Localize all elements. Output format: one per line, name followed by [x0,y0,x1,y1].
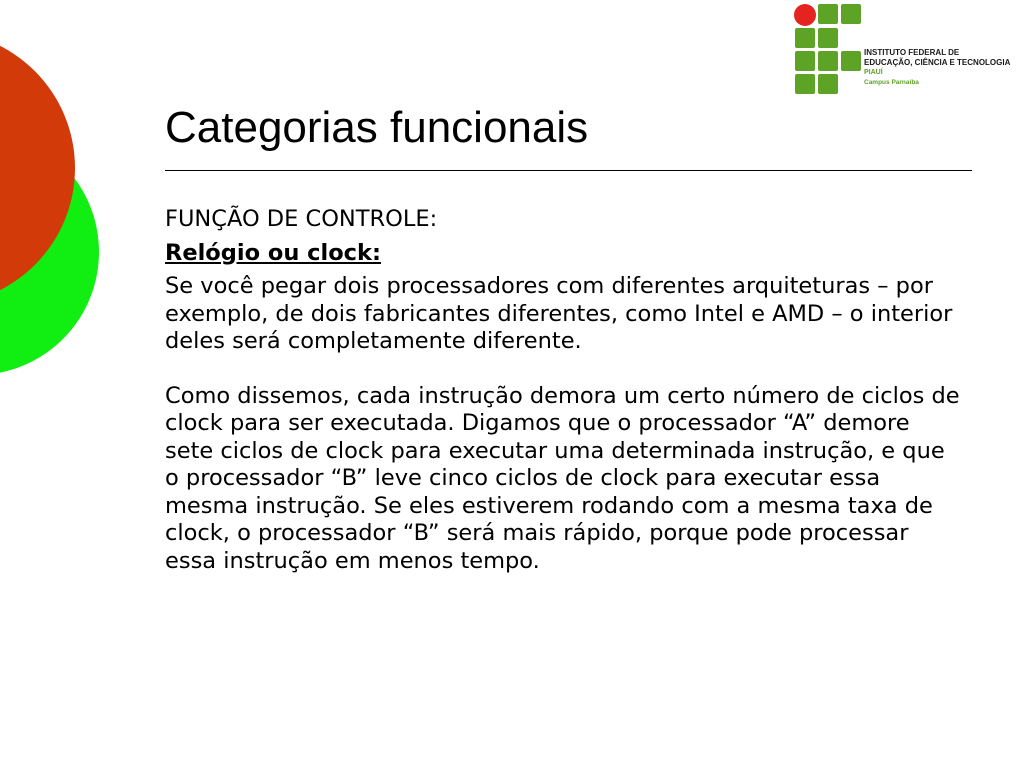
paragraph-clock-cycles: Como dissemos, cada instrução demora um certo número de ciclos de clock para ser executada. Digamos que o processador “A” demore sete ciclos de clock para executar uma determinada instrução, e que o processador “B” leve cinco ciclos de clock para executar essa mesma instrução. Se eles estiverem rodando com a mesma taxa de clock, o processador “B” será mais rápido, porque pode processar essa instrução em menos tempo. [165,382,960,574]
subheading: Relógio ou clock: [165,239,381,266]
title-divider [165,170,972,171]
slide-body [165,206,965,575]
paragraph-architectures: Se você pegar dois processadores com diferentes arquiteturas – por exemplo, de dois fabricantes diferentes, como Intel e AMD – o interior deles será completamente diferente. [165,273,953,354]
logo-red-dot [794,4,816,26]
logo-line-institute: INSTITUTO FEDERAL DE [864,48,960,57]
logo-text [864,48,1010,88]
decorative-circles [0,0,110,400]
slide-title: Categorias funcionais [165,103,589,152]
section-heading: FUNÇÃO DE CONTROLE: [165,206,438,232]
logo-line-education: EDUCAÇÃO, CIÊNCIA E TECNOLOGIA [864,58,1011,67]
logo-line-campus: Campus Parnaíba [864,79,919,86]
logo-line-state: PIAUÍ [864,69,883,76]
logo-mark [792,2,862,96]
